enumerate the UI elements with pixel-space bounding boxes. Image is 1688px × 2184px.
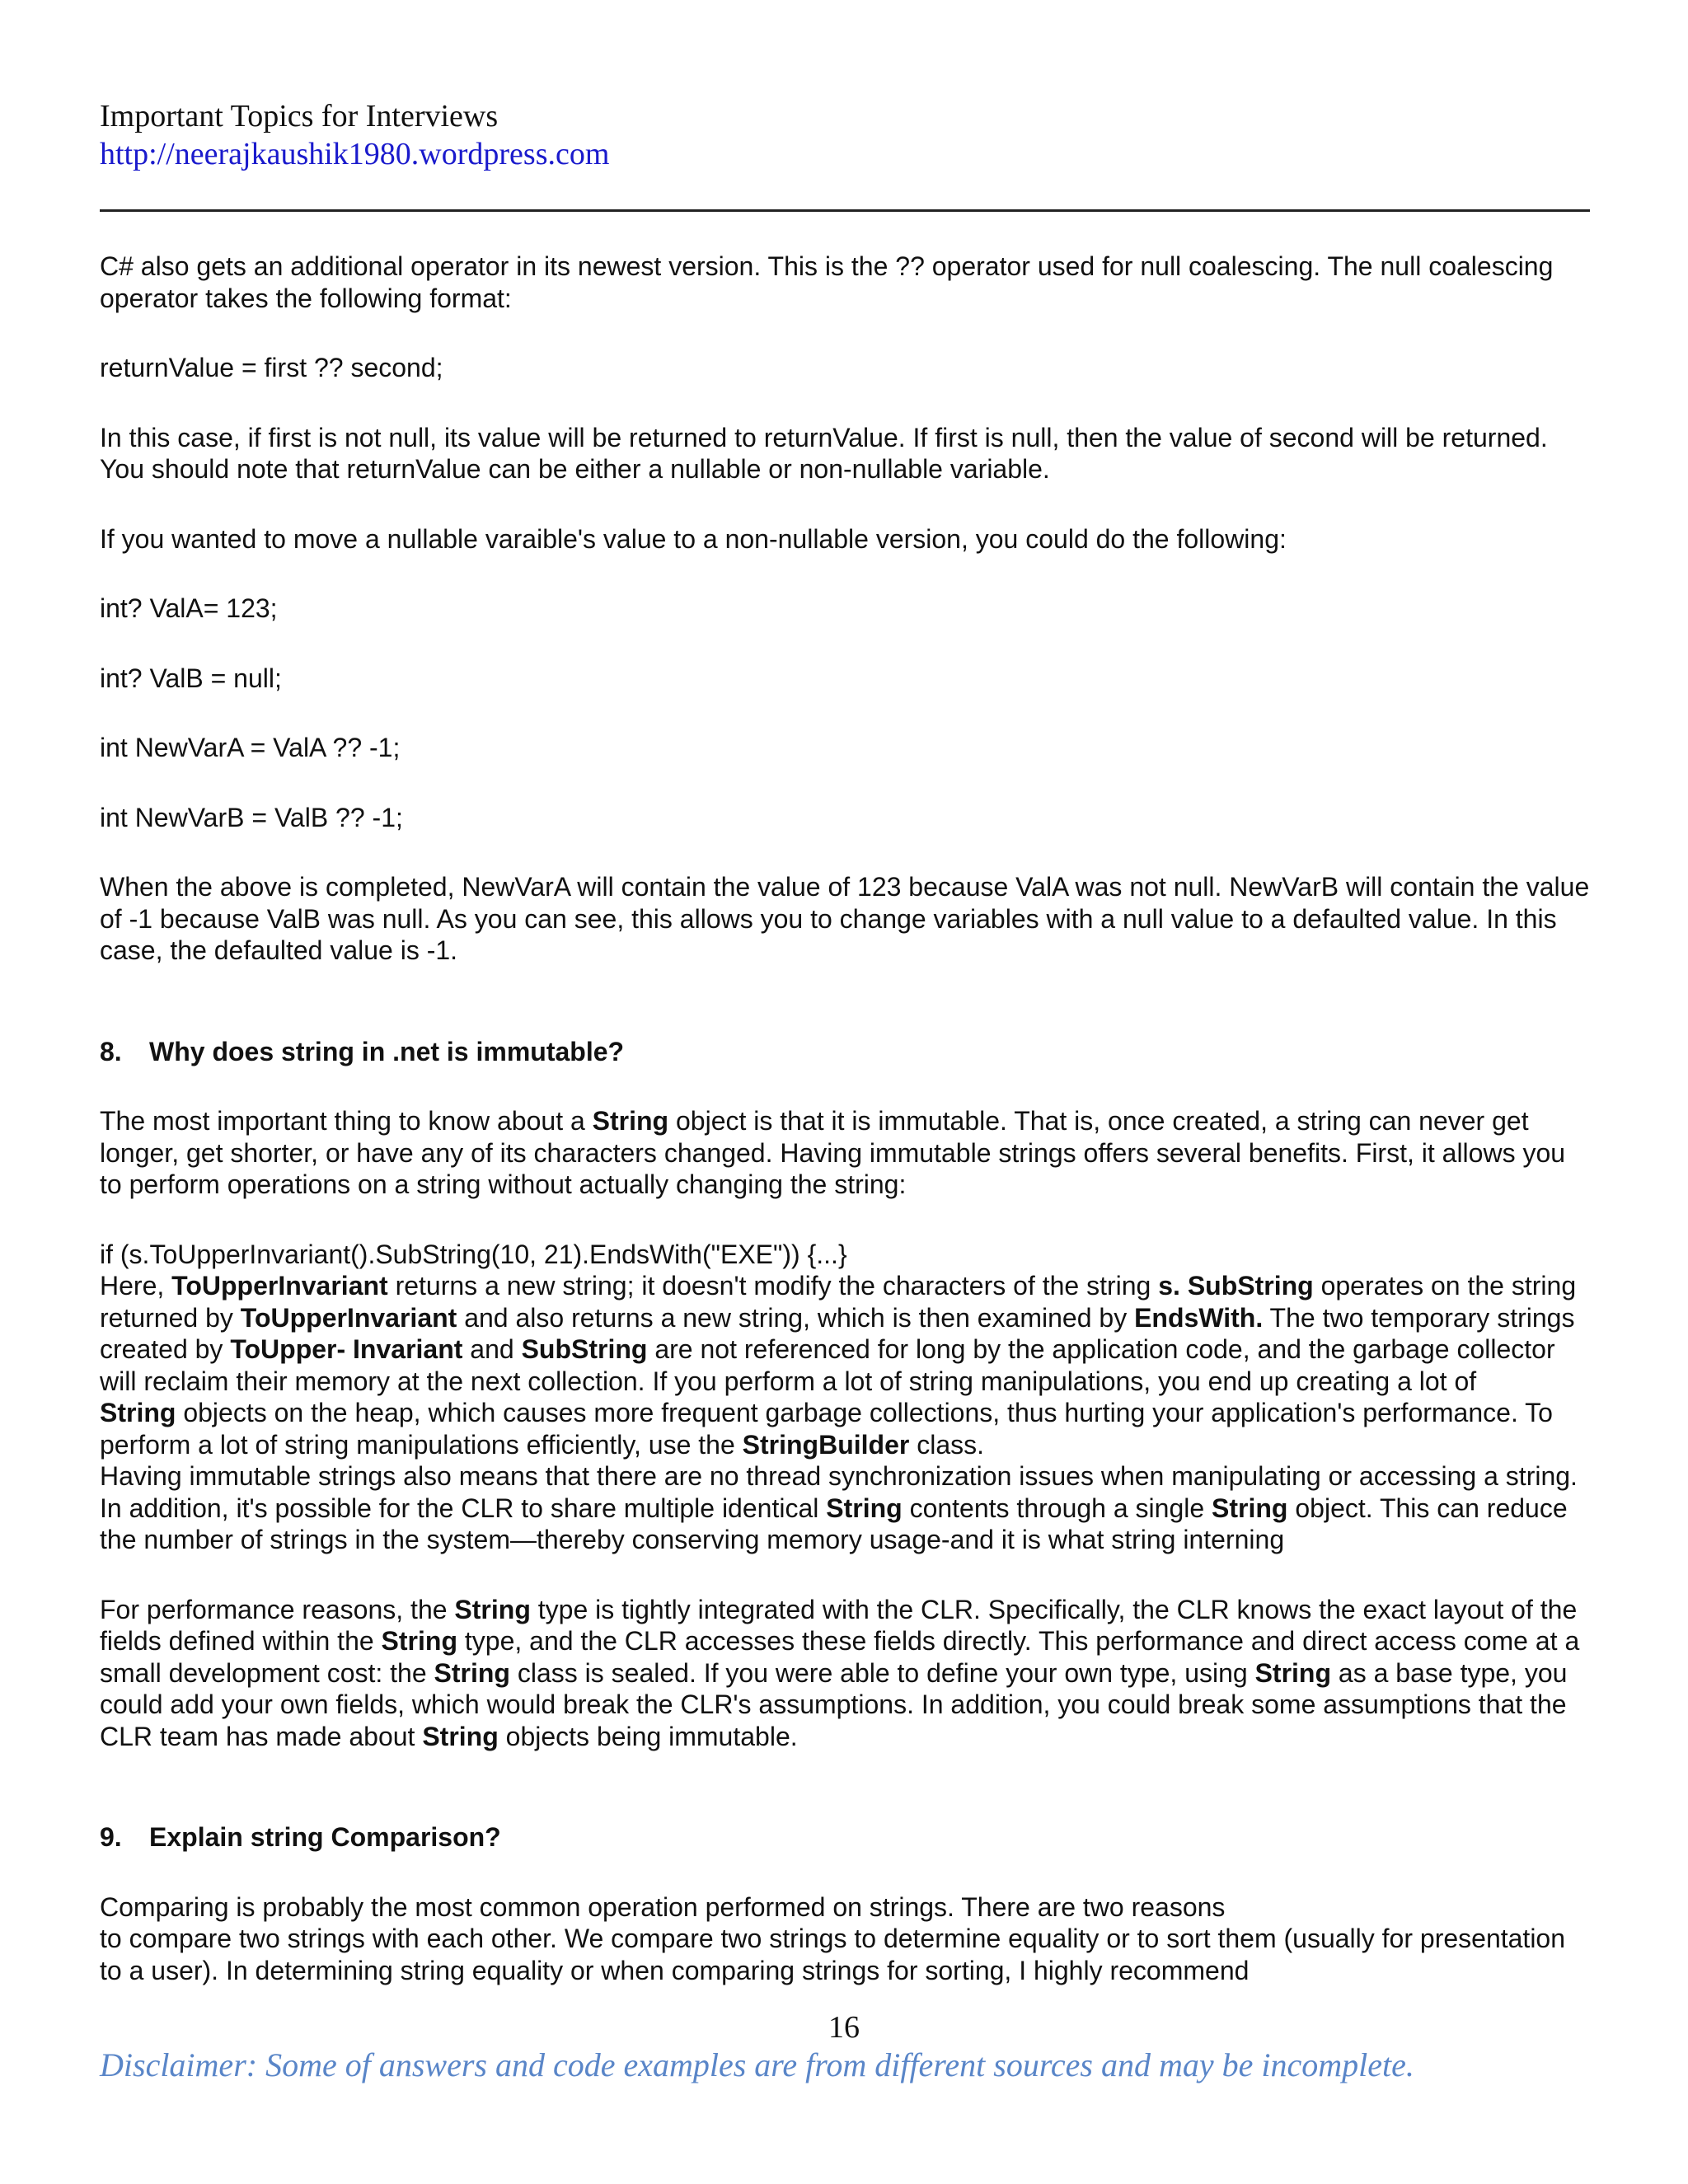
- paragraph-nullable-move: If you wanted to move a nullable varaible's value to a non-nullable version, you could do the following:: [100, 523, 1287, 554]
- paragraph-string-operations: Here, ToUpperInvariant returns a new string; it doesn't modify the characters of the string s. SubString operates on the string returned by ToUpperInvariant and also returns a new string, which is then examined by EndsWith. The two temporary strings created by ToUpper- Invariant and SubString are not referenced for long by the application code, and the garbage collector will reclaim their memory at the next collection. If you perform a lot of string manipulations, you end up creating a lot of String objects on the heap, which causes more frequent garbage collections, thus hurting your application's performance. To perform a lot of string manipulations efficiently, use the StringBuilder class. Having immutable strings also means that there are no thread synchronization issues when manipulating or accessing a string. In addition, it's possible for the CLR to share multiple identical String contents through a single String object. This can reduce the number of strings in the system—thereby conserving memory usage-and it is what string interning: [100, 1271, 1578, 1554]
- question-9-heading: [100, 1821, 1592, 1854]
- paragraph-string-immutable: The most important thing to know about a String object is that it is immutable. That is, once created, a string can never get longer, get shorter, or have any of its characters changed. Having immutable strings offers several benefits. First, it allows you to perform operations on a string without actually changing the string:: [100, 1106, 1566, 1199]
- code-line: int NewVarB = ValB ?? -1;: [100, 802, 403, 832]
- question-8-heading: [100, 1036, 1592, 1068]
- question-number: 9.: [100, 1822, 122, 1852]
- header-title: Important Topics for Interviews: [100, 99, 499, 134]
- page-header: [100, 97, 1583, 173]
- paragraph-string-clr: For performance reasons, the String type is tightly integrated with the CLR. Specifically, the CLR knows the exact layout of the fields defined within the String type, and the CLR accesses these fields directly. This performance and direct access come at a small development cost: the String class is sealed. If you were able to define your own type, using String as a base type, you could add your own fields, which would break the CLR's assumptions. In addition, you could break some assumptions that the CLR team has made about String objects being immutable.: [100, 1594, 1580, 1751]
- header-url-link[interactable]: http://neerajkaushik1980.wordpress.com: [100, 137, 610, 171]
- paragraph-nullable-result: When the above is completed, NewVarA will contain the value of 123 because ValA was not null. NewVarB will contain the value of -1 because ValB was null. As you can see, this allows you to change variables with a null value to a defaulted value. In this case, the defaulted value is -1.: [100, 872, 1590, 965]
- question-number: 8.: [100, 1036, 122, 1066]
- disclaimer-text: Disclaimer: Some of answers and code examples are from different sources and may be incomplete.: [100, 2046, 1414, 2083]
- code-line: int? ValB = null;: [100, 663, 282, 693]
- paragraph-string-comparison: Comparing is probably the most common operation performed on strings. There are two reasons to compare two strings with each other. We compare two strings to determine equality or to sort them (usually for presentation to a user). In determining string equality or when comparing strings for sorting, I highly recommend: [100, 1891, 1566, 1985]
- paragraph-null-coalescing-intro: C# also gets an additional operator in its newest version. This is the ?? operator used for null coalescing. The null coalescing operator takes the following format:: [100, 251, 1554, 313]
- question-title: Explain string Comparison?: [149, 1822, 501, 1852]
- code-line: int? ValA= 123;: [100, 593, 278, 623]
- paragraph-null-coalescing-explanation: In this case, if first is not null, its value will be returned to returnValue. If first is null, then the value of second will be returned. You should note that returnValue can be either a nullable or non-nullable variable.: [100, 422, 1548, 484]
- question-title: Why does string in .net is immutable?: [149, 1036, 625, 1066]
- header-divider: [100, 209, 1590, 212]
- code-line: if (s.ToUpperInvariant().SubString(10, 21).EndsWith("EXE")) {...}: [100, 1239, 847, 1269]
- code-line: returnValue = first ?? second;: [100, 353, 443, 382]
- code-line: int NewVarA = ValA ?? -1;: [100, 733, 401, 762]
- page-number: 16: [828, 2010, 860, 2045]
- document-body: [100, 251, 1592, 1986]
